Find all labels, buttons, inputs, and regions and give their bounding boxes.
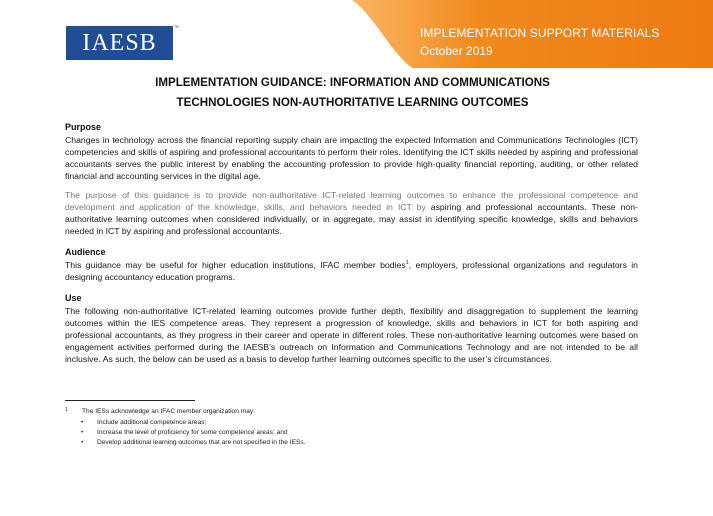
trademark-mark: ™ xyxy=(174,25,179,31)
bullet-icon: • xyxy=(81,419,84,426)
footnote-intro: The IESs acknowledge an IFAC member organization may: xyxy=(82,408,255,415)
footnote-divider xyxy=(65,400,195,401)
iaesb-logo: IAESB xyxy=(66,26,173,60)
banner-title: IMPLEMENTATION SUPPORT MATERIALS xyxy=(420,26,660,40)
footnote-item-text: Increase the level of proficiency for some competence areas; and xyxy=(97,429,288,436)
bullet-icon: • xyxy=(81,429,84,436)
document-body xyxy=(65,121,638,365)
footnote-list-item xyxy=(65,418,605,428)
document-title-line-2: TECHNOLOGIES NON-AUTHORITATIVE LEARNING OUTCOMES xyxy=(176,96,529,109)
use-heading: Use xyxy=(65,293,82,303)
audience-heading: Audience xyxy=(65,247,106,257)
footnote xyxy=(65,407,605,448)
footnote-item-text: Include additional competence areas; xyxy=(97,419,207,426)
purpose-paragraph-2-grey: The purpose of this guidance is to provide non-authoritative ICT-related learning outcomes to enhance the professional competence and development and application of the knowledge, skills, and behaviors needed in ICT by xyxy=(65,190,638,212)
document-title-line-1: IMPLEMENTATION GUIDANCE: INFORMATION AND COMMUNICATIONS xyxy=(155,76,550,89)
footnote-list xyxy=(65,418,605,448)
audience-text-after: , employers, professional organizations and regulators in designing accountancy education programs. xyxy=(65,260,638,282)
footnote-number: 1 xyxy=(65,407,68,413)
footnote-reference[interactable]: 1 xyxy=(405,260,409,267)
audience-text-before: This guidance may be useful for higher education institutions, IFAC member bodies xyxy=(65,260,406,270)
footnote-item-text: Develop additional learning outcomes that are not specified in the IESs. xyxy=(97,439,306,446)
banner-date: October 2019 xyxy=(420,44,493,58)
use-paragraph: The following non-authoritative ICT-related learning outcomes provide further depth, flexibility and disaggregation to supplement the learning outcomes within the IES competence areas. They represent a progression of knowledge, skills and behaviors in ICT for both aspiring and professional accountants, as they progress in their career and operate in different roles. These non-authoritative learning outcomes were based on engagement activities performed during the IAESB’s outreach on Information and Communications Technology and are not intended to be all inclusive. As such, the below can be used as a basis to develop further learning outcomes specific to the user’s circumstances. xyxy=(65,306,638,364)
footnote-list-item xyxy=(65,428,605,438)
purpose-heading: Purpose xyxy=(65,122,102,132)
purpose-paragraph-2 xyxy=(65,189,638,237)
purpose-paragraph-1: Changes in technology across the financial reporting supply chain are impacting the expected Information and Communications Technologies (ICT) competencies and skills of aspiring and professional accountants to perform their roles. Identifying the ICT skills needed by aspiring and professional accountants serves the public interest by enabling the accounting profession to provide high-quality financial reporting, auditing, or other related financial and accounting services in the digital age. xyxy=(65,135,638,181)
footnote-list-item xyxy=(65,438,605,448)
bullet-icon: • xyxy=(81,439,84,446)
audience-paragraph xyxy=(65,259,638,283)
purpose-paragraph-2-rest: aspiring and professional accountants. These non-authoritative learning outcomes when considered individually, or in aggregate, may assist in identifying specific knowledge, skills and behaviors needed in ICT by aspiring and professional accountants. xyxy=(65,202,638,236)
